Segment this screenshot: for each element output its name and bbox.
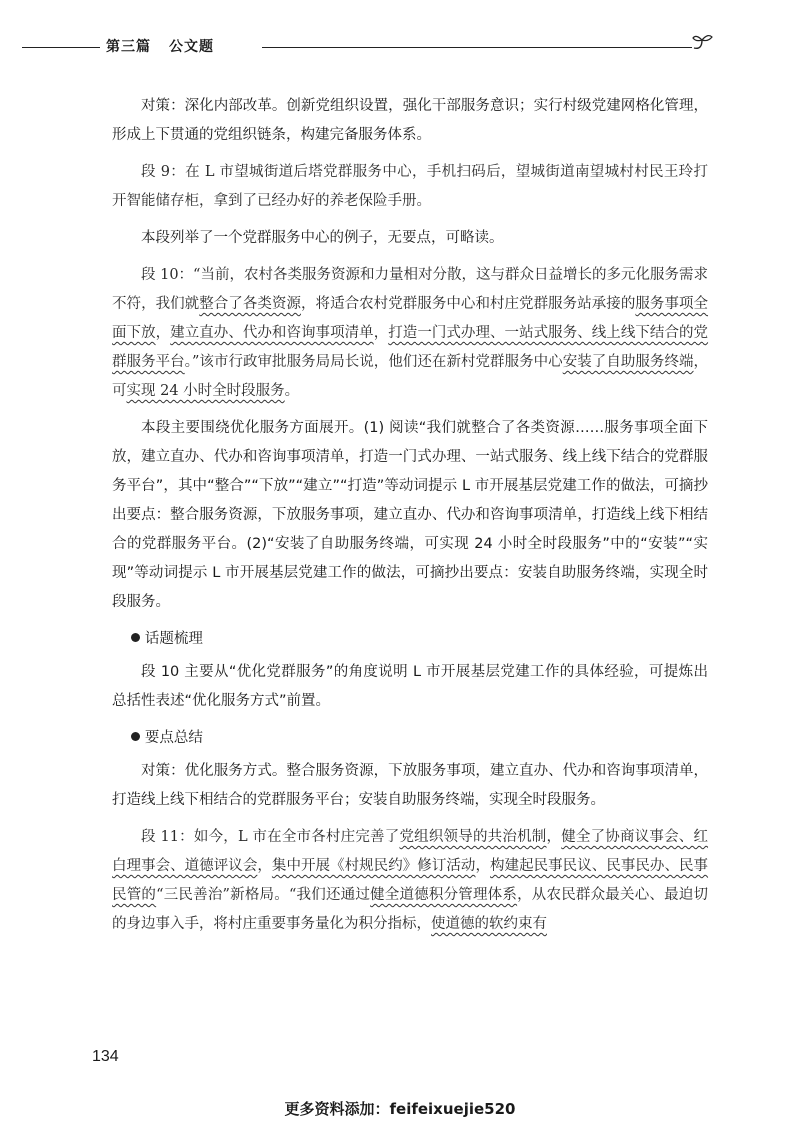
header-rule-left xyxy=(22,47,100,48)
underlined-phrase: 构建起民事民议、民事民办、民事民管的 xyxy=(112,858,709,903)
paragraph-source-excerpt: 段 9：在 L 市望城街道后塔党群服务中心，手机扫码后，望城街道南望城村村民王玲打开智能储存柜，拿到了已经办好的养老保险手册。 xyxy=(112,164,708,209)
underlined-phrase: 安装了自助服务终端 xyxy=(562,354,694,370)
text-run: ，从农民群众最关心、最迫切的身边事入手，将村庄重要事务量化为积分指标， xyxy=(112,887,709,932)
text-run: 段 10：“当前，农村各类服务资源和力量相对分散，这与群众日益增长的多元化服务需求不符，我们就 xyxy=(112,267,708,312)
underlined-phrase: 党组织领导的共治机制 xyxy=(399,829,547,845)
underlined-phrase: 健全道德积分管理体系 xyxy=(370,887,518,903)
header-section: 公文题 xyxy=(169,39,214,55)
bullet-icon xyxy=(131,633,140,642)
paragraph-source-excerpt xyxy=(112,823,708,939)
underlined-phrase: 实现 24 小时全时段服务 xyxy=(126,383,285,399)
underlined-phrase: 建立直办、代办和咨询事项清单 xyxy=(170,325,374,341)
paragraph: 段 10 主要从“优化党群服务”的角度说明 L 市开展基层党建工作的具体经验，可提炼出总括性表述“优化服务方式”前置。 xyxy=(112,664,708,709)
text-run: “三民善治”新格局。“我们还通过 xyxy=(156,887,371,903)
text-run: 。”该市行政审批服务局局长说，他们还在新村党群服务中心 xyxy=(184,354,563,370)
underlined-phrase: 集中开展《村规民约》修订活动 xyxy=(271,858,476,874)
page-number: 134 xyxy=(92,1048,119,1065)
text-run: ， xyxy=(373,325,389,341)
paragraph: 本段主要围绕优化服务方面展开。(1) 阅读“我们就整合了各类资源……服务事项全面下放，建立直办、代办和咨询事项清单，打造一门式办理、一站式服务、线上线下结合的党群服务平台”，其中“整合”“下放”“建立”“打造”等动词提示 L 市开展基层党建工作的做法，可摘抄出要点：整合服务资源，下放服务事项，建立直办、代办和咨询事项清单，打造线上线下相结合的党群服务平台。(2)“安装了自助服务终端，可实现 24 小时全时段服务”中的“安装”“实现”等动词提示 L 市开展基层党建工作的做法，可摘抄出要点：安装自助服务终端，实现全时段服务。 xyxy=(112,420,708,610)
bullet-icon xyxy=(131,732,140,741)
header-title xyxy=(106,36,232,56)
header-part: 第三篇 xyxy=(106,39,151,55)
section-heading xyxy=(112,724,708,753)
underlined-phrase: 服务事项全面下放 xyxy=(112,296,709,341)
underlined-phrase: 整合了各类资源 xyxy=(199,296,301,312)
text-run: ， xyxy=(546,829,562,845)
paragraph-source-excerpt xyxy=(112,261,708,406)
section-heading-label: 话题梳理 xyxy=(144,631,203,647)
text-run: ，可 xyxy=(112,354,709,399)
paragraph: 对策：深化内部改革。创新党组织设置，强化干部服务意识；实行村级党建网格化管理，形成上下贯通的党组织链条，构建完备服务体系。 xyxy=(112,98,708,143)
underlined-phrase: 健全了协商议事会、红白理事会、道德评议会 xyxy=(112,829,709,874)
sprout-icon xyxy=(690,30,714,54)
text-run: 。 xyxy=(284,383,300,399)
text-run: ， xyxy=(257,858,272,874)
text-run: ， xyxy=(155,325,171,341)
paragraph: 对策：优化服务方式。整合服务资源，下放服务事项，建立直办、代办和咨询事项清单，打造线上线下相结合的党群服务平台；安装自助服务终端，实现全时段服务。 xyxy=(112,763,708,808)
section-heading-label: 要点总结 xyxy=(144,730,203,746)
underlined-phrase: 打造一门式办理、一站式服务、线上线下结合的党群服务平台 xyxy=(112,325,709,370)
text-run: 段 11：如今，L 市在全市各村庄完善了 xyxy=(141,829,400,845)
text-run: ，将适合农村党群服务中心和村庄党群服务站承接的 xyxy=(301,296,636,312)
text-run: ， xyxy=(475,858,490,874)
header-rule-right xyxy=(262,47,692,48)
paragraph: 本段列举了一个党群服务中心的例子，无要点，可略读。 xyxy=(141,230,504,246)
footer-note: 更多资料添加：feifeixuejie520 xyxy=(284,1100,516,1118)
page-content xyxy=(112,92,708,947)
underlined-phrase: 使道德的软约束有 xyxy=(431,916,547,932)
section-heading xyxy=(112,625,708,654)
running-header xyxy=(0,30,800,60)
